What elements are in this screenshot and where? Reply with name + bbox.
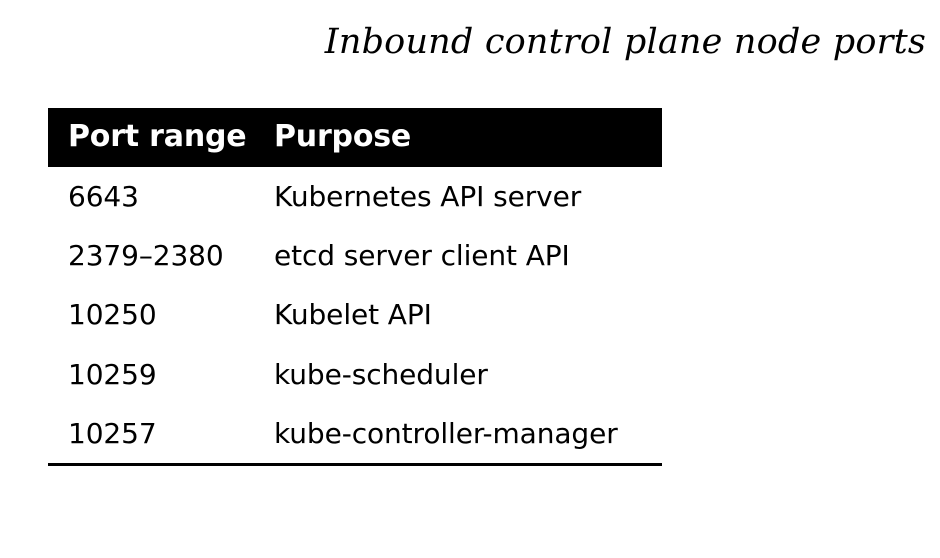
table-row bbox=[48, 226, 662, 285]
ports-table-container bbox=[48, 108, 662, 466]
table-row bbox=[48, 167, 662, 226]
cell-port-range: 10259 bbox=[68, 357, 157, 391]
cell-purpose: kube-controller-manager bbox=[262, 404, 662, 465]
table-header-row bbox=[48, 108, 662, 167]
cell-port-range: 10257 bbox=[48, 404, 262, 465]
table-header bbox=[48, 108, 662, 167]
table-row bbox=[48, 404, 662, 465]
column-header-purpose: Purpose bbox=[274, 119, 412, 154]
table-row bbox=[48, 345, 662, 404]
cell-port-range: 10250 bbox=[68, 298, 157, 332]
table-caption: Inbound control plane node ports bbox=[324, 22, 926, 62]
column-header-port-range: Port range bbox=[68, 119, 247, 154]
cell-purpose: Kubelet API bbox=[274, 298, 432, 332]
cell-port-range: 2379–2380 bbox=[68, 239, 224, 273]
table-body bbox=[48, 167, 662, 464]
cell-port-range: 6643 bbox=[68, 180, 139, 213]
cell-purpose: kube-scheduler bbox=[274, 357, 488, 391]
cell-purpose: Kubernetes API server bbox=[274, 180, 582, 213]
table-row bbox=[48, 285, 662, 344]
ports-table bbox=[48, 108, 662, 466]
cell-purpose: etcd server client API bbox=[274, 239, 570, 273]
